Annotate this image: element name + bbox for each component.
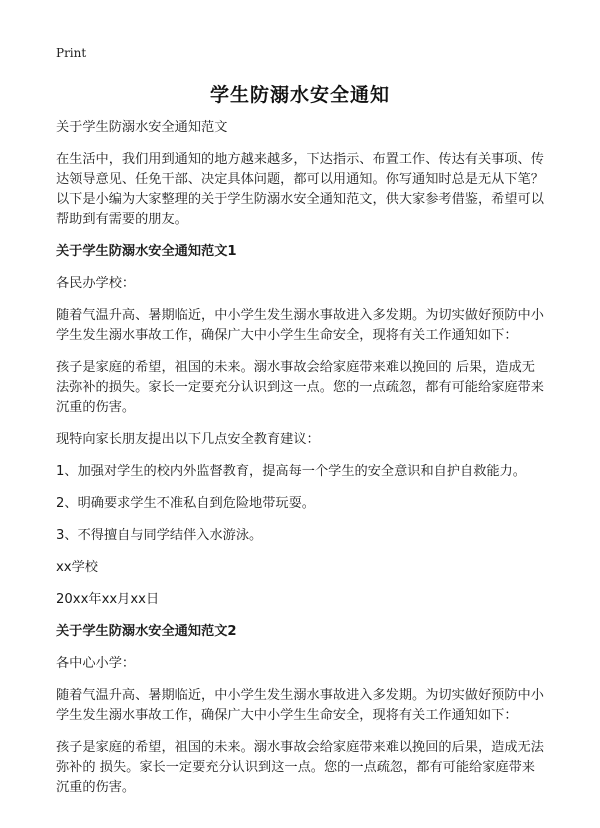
- section1-list-item-1: 1、加强对学生的校内外监督教育，提高每一个学生的安全意识和自护自救能力。: [56, 464, 526, 479]
- page-title: 学生防溺水安全通知: [209, 84, 390, 106]
- section1-date: 20xx年xx月xx日: [56, 592, 160, 607]
- section1-paragraph-1: 随着气温升高、暑期临近，中小学生发生溺水事故进入多发期。为切实做好预防中小学生发生溺水事故工作，确保广大中小学生生命安全，现将有关工作通知如下：: [56, 308, 544, 343]
- section2-salutation: 各中心小学：: [56, 656, 136, 671]
- section1-list-item-3: 3、不得擅自与同学结伴入水游泳。: [56, 528, 263, 543]
- section2-paragraph-1: 随着气温升高、暑期临近，中小学生发生溺水事故进入多发期。为切实做好预防中小学生发生溺水事故工作，确保广大中小学生生命安全，现将有关工作通知如下：: [56, 688, 544, 723]
- section1-paragraph-3: 现特向家长朋友提出以下几点安全教育建议：: [56, 432, 320, 447]
- section1-paragraph-2: 孩子是家庭的希望，祖国的未来。溺水事故会给家庭带来难以挽回的 后果，造成无法弥补的损失。家长一定要充分认识到这一点。您的一点疏忽，都有可能给家庭带来沉重的伤害。: [56, 360, 544, 415]
- document-body: [56, 118, 548, 810]
- intro-paragraph: 在生活中，我们用到通知的地方越来越多，下达指示、布置工作、传达有关事项、传达领导意见、任免干部、决定具体问题，都可以用通知。你写通知时总是无从下笔？以下是小编为大家整理的关于学生防溺水安全通知范文，供大家参考借鉴，希望可以帮助到有需要的朋友。: [56, 152, 544, 227]
- print-label[interactable]: Print: [56, 46, 87, 60]
- section1-salutation: 各民办学校：: [56, 276, 136, 291]
- intro-subtitle: 关于学生防溺水安全通知范文: [56, 120, 228, 135]
- section1-signature: xx学校: [56, 560, 98, 575]
- section2-paragraph-2: 孩子是家庭的希望，祖国的未来。溺水事故会给家庭带来难以挽回的后果，造成无法弥补的 损失。家长一定要充分认识到这一点。您的一点疏忽，都有可能给家庭带来沉重的伤害。: [56, 740, 544, 795]
- section2-heading: 关于学生防溺水安全通知范文2: [56, 624, 237, 639]
- section1-list-item-2: 2、明确要求学生不准私自到危险地带玩耍。: [56, 496, 315, 511]
- section1-heading: 关于学生防溺水安全通知范文1: [56, 244, 237, 259]
